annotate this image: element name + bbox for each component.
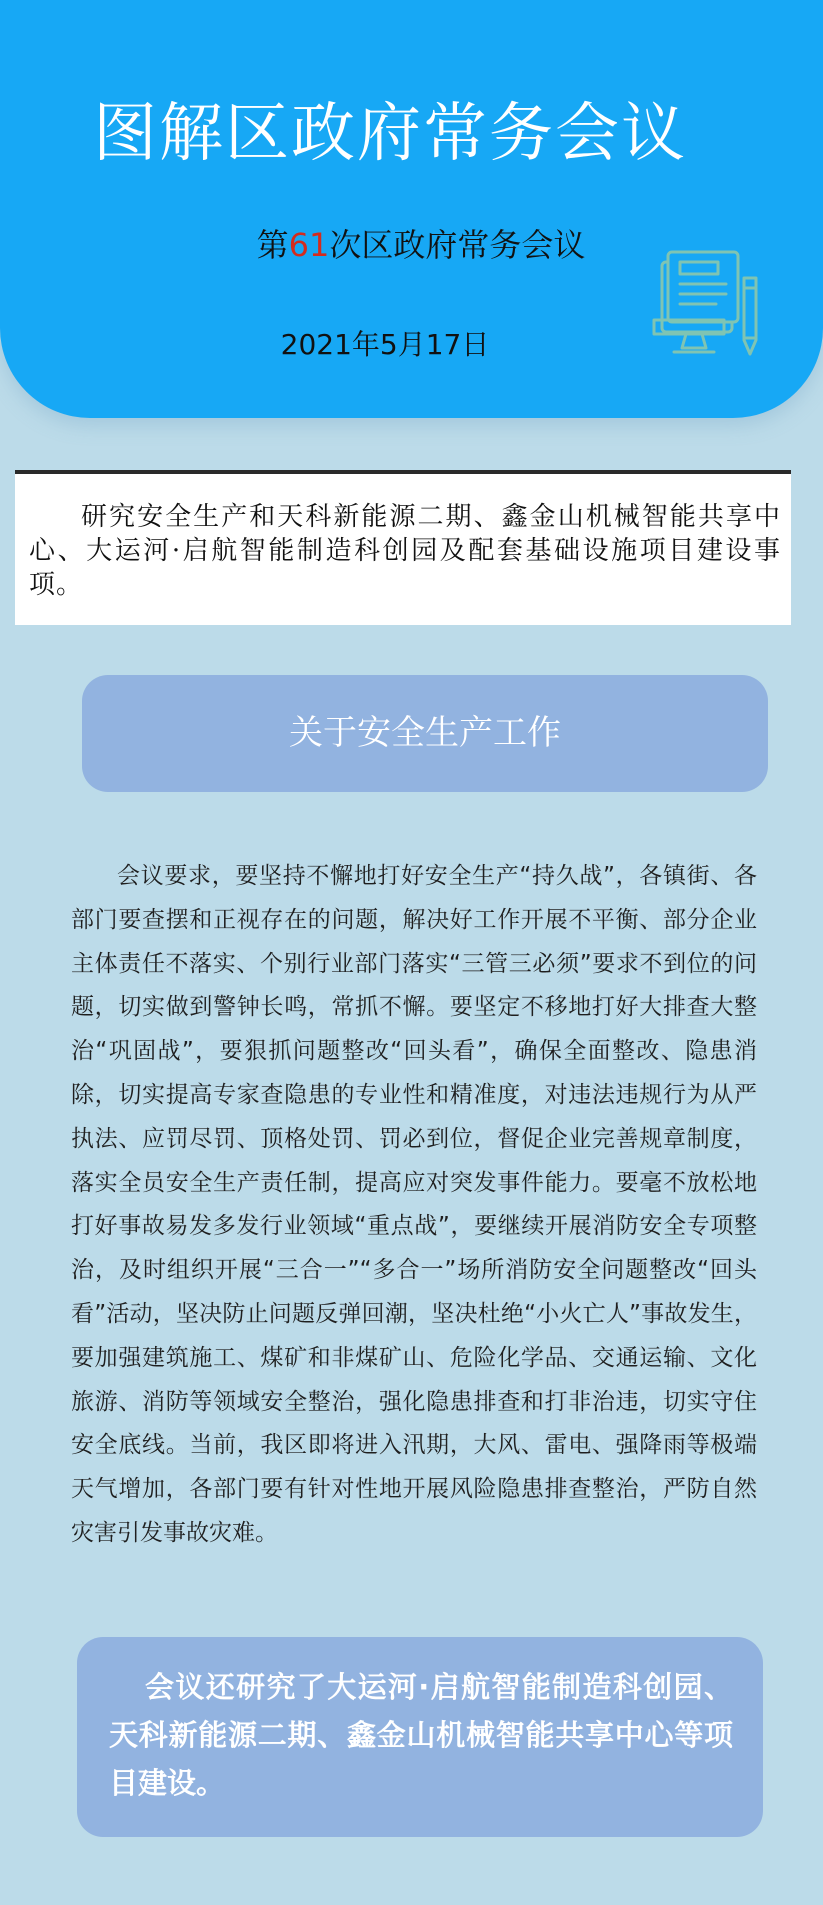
page-title: 图解区政府常务会议 — [93, 97, 687, 171]
closing-box — [77, 1637, 763, 1837]
meeting-suffix: 次区政府常务会议 — [329, 226, 586, 264]
summary-box — [15, 470, 791, 625]
summary-text: 研究安全生产和天科新能源二期、鑫金山机械智能共享中心、大运河·启航智能制造科创园及配套基础设施项目建设事项。 — [29, 502, 781, 600]
meeting-number: 61 — [288, 226, 330, 264]
document-pen-icon — [652, 248, 770, 366]
section-heading — [82, 675, 768, 792]
meeting-prefix: 第 — [256, 226, 289, 264]
header-banner — [0, 0, 823, 418]
section-title: 关于安全生产工作 — [289, 713, 561, 753]
meeting-date: 2021年5月17日 — [280, 328, 490, 361]
closing-text: 会议还研究了大运河·启航智能制造科创园、天科新能源二期、鑫金山机械智能共享中心等项目建设。 — [109, 1670, 733, 1800]
section-body: 会议要求，要坚持不懈地打好安全生产“持久战”，各镇街、各部门要查摆和正视存在的问题，解决好工作开展不平衡、部分企业主体责任不落实、个别行业部门落实“三管三必须”要求不到位的问题，切实做到警钟长鸣，常抓不懈。要坚定不移地打好大排查大整治“巩固战”，要狠抓问题整改“回头看”，确保全面整改、隐患消除，切实提高专家查隐患的专业性和精准度，对违法违规行为从严执法、应罚尽罚、顶格处罚、罚必到位，督促企业完善规章制度，落实全员安全生产责任制，提高应对突发事件能力。要毫不放松地打好事故易发多发行业领域“重点战”，要继续开展消防安全专项整治，及时组织开展“三合一”“多合一”场所消防安全问题整改“回头看”活动，坚决防止问题反弹回潮，坚决杜绝“小火亡人”事故发生，要加强建筑施工、煤矿和非煤矿山、危险化学品、交通运输、文化旅游、消防等领域安全整治，强化隐患排查和打非治违，切实守住安全底线。当前，我区即将进入汛期，大风、雷电、强降雨等极端天气增加，各部门要有针对性地开展风险隐患排查整治，严防自然灾害引发事故灾难。 — [71, 863, 757, 1546]
